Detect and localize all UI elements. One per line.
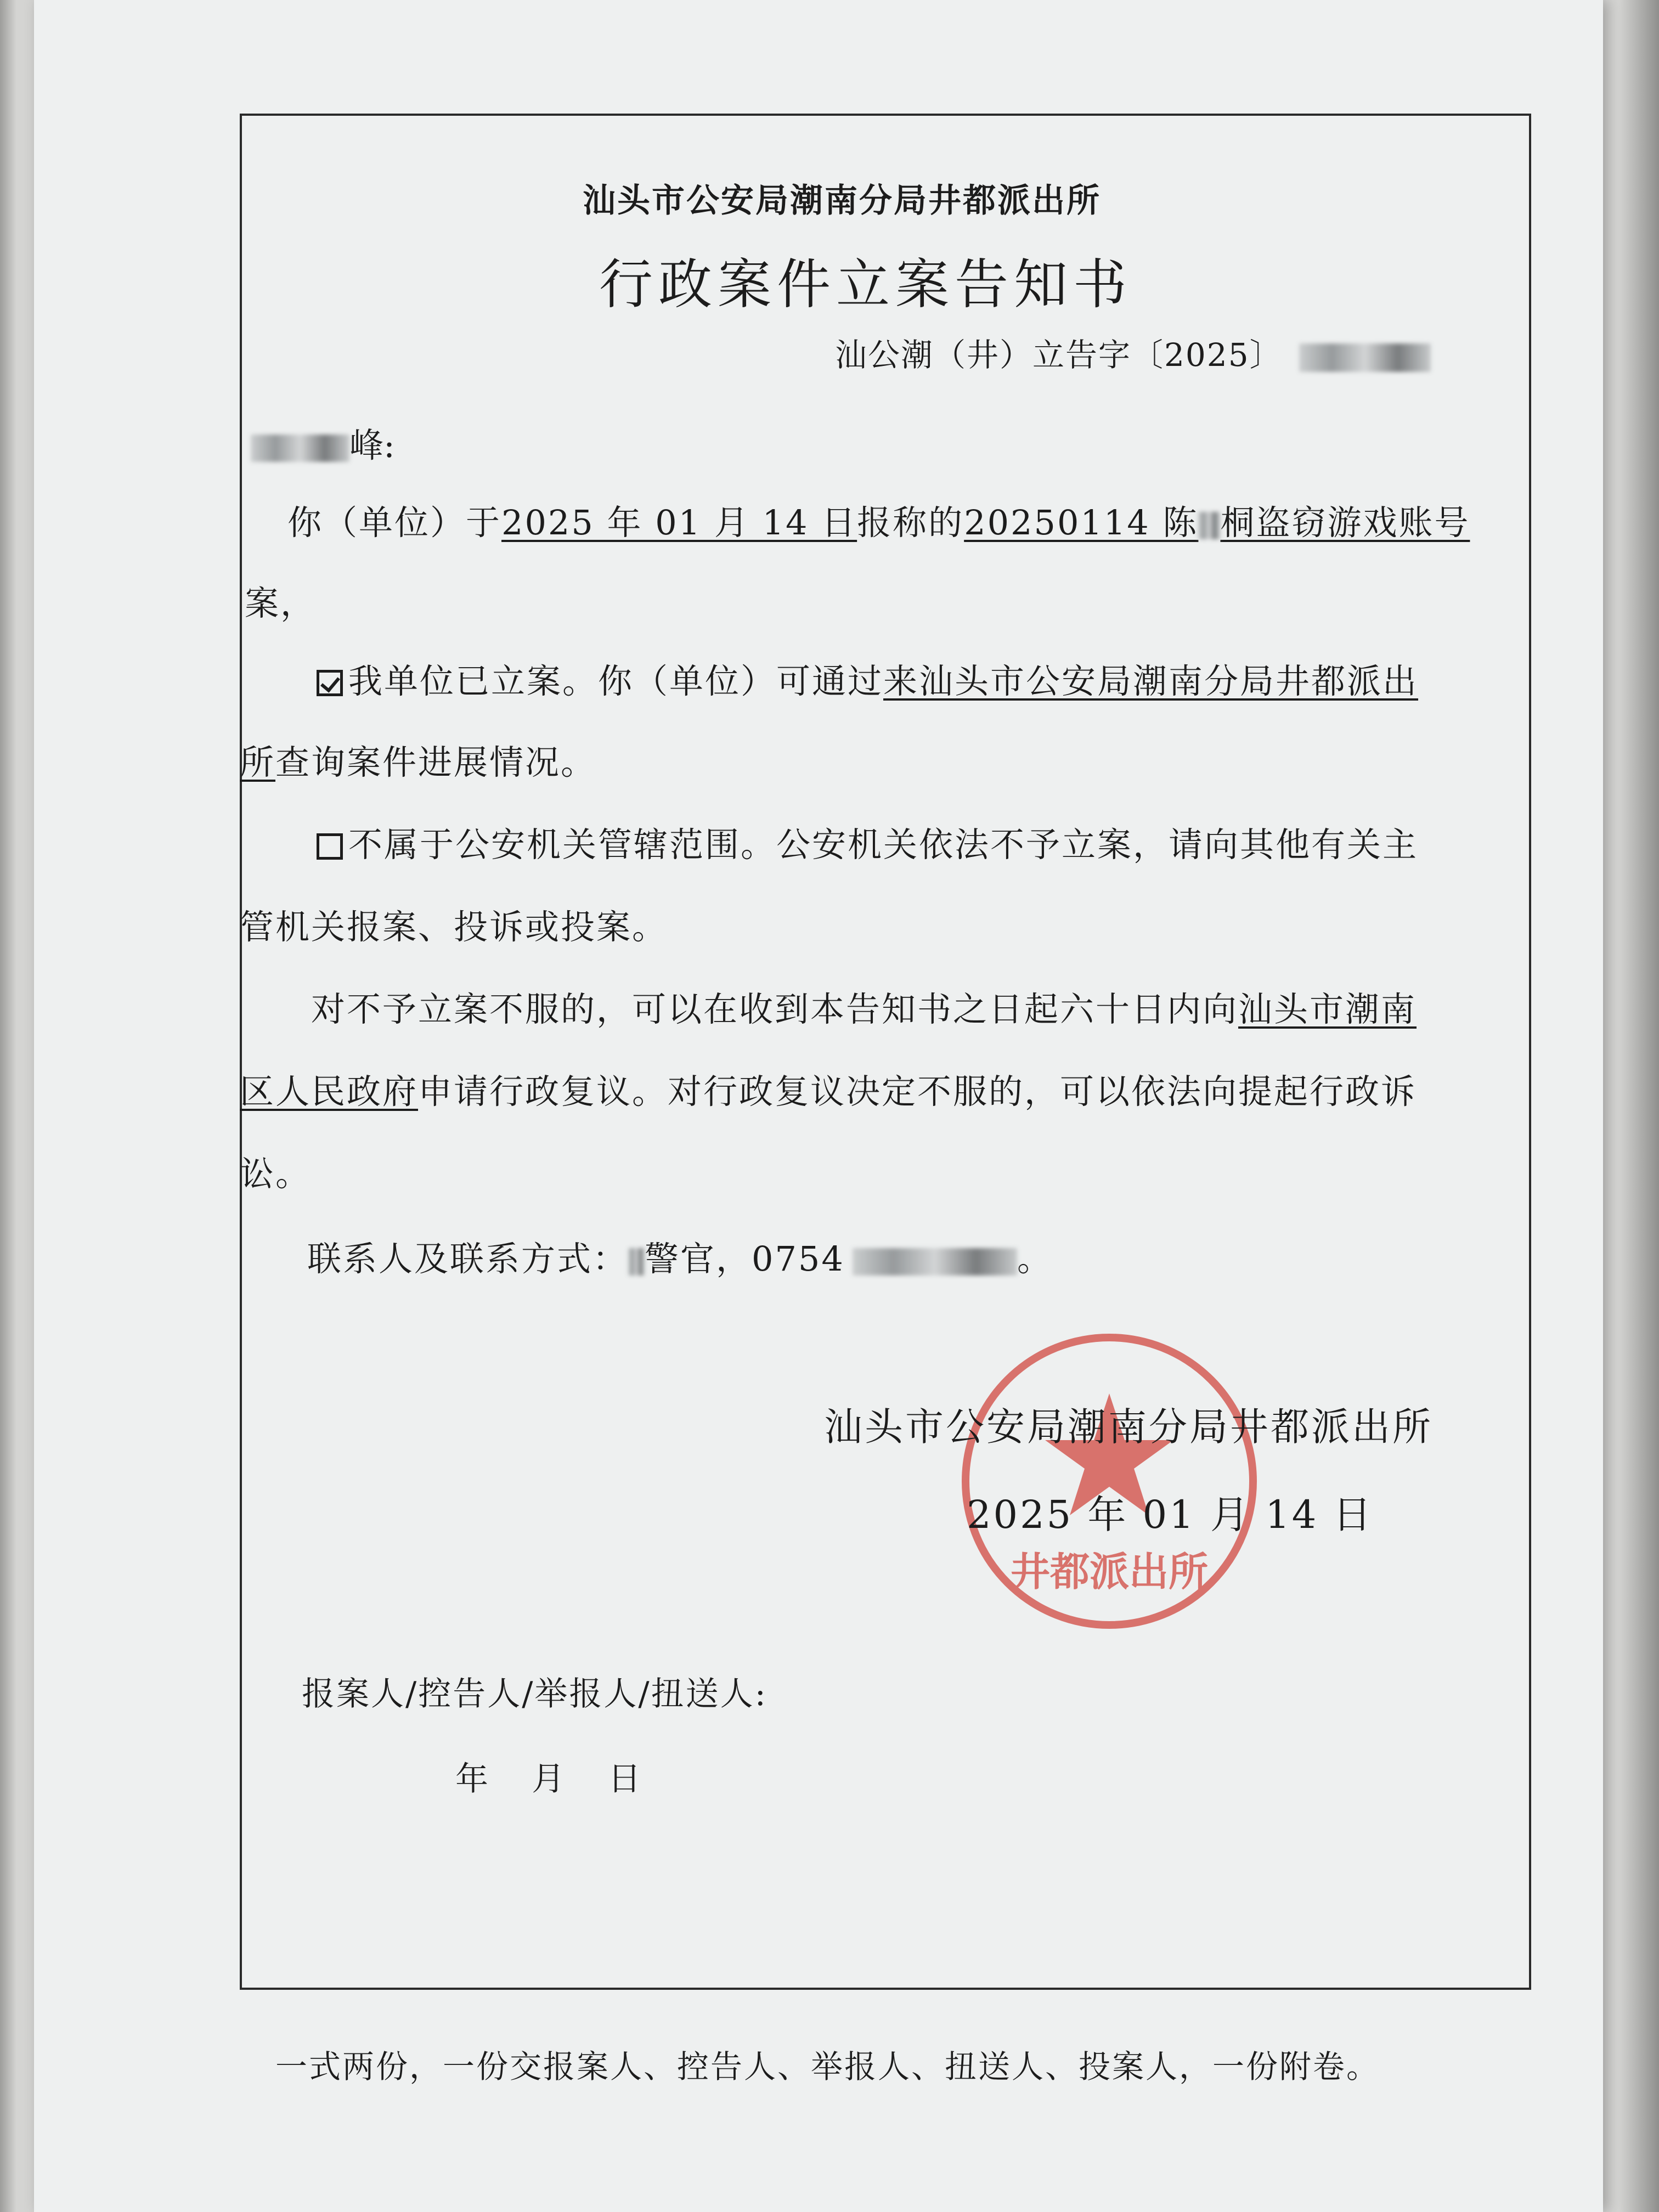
empty-box-icon bbox=[317, 833, 343, 860]
reporter-label: 报案人/控告人/举报人/扭送人: bbox=[302, 1675, 768, 1713]
contact-end: 。 bbox=[1017, 1239, 1053, 1279]
report-date: 2025 年 01 月 14 日 bbox=[501, 503, 857, 543]
review-authority-end: 区人民政府 bbox=[240, 1071, 419, 1111]
report-paragraph-line2: 案， bbox=[245, 583, 317, 623]
redacted-char bbox=[1198, 512, 1220, 539]
redacted-name bbox=[251, 435, 349, 462]
document-number bbox=[835, 329, 1431, 375]
option-filed-line1 bbox=[317, 654, 1418, 703]
signing-date: 2025 年 01 月 14 日 bbox=[967, 1492, 1374, 1537]
document-page bbox=[34, 0, 1603, 2212]
footer-note: 一式两份，一份交报案人、控告人、举报人、扭送人、投案人，一份附卷。 bbox=[275, 2048, 1380, 2085]
case-name-part-b: 桐盗窃游戏账号 bbox=[1220, 503, 1470, 543]
appeal-line2 bbox=[240, 1064, 1417, 1113]
option-not-filed-line1 bbox=[317, 817, 1418, 866]
redacted-surname bbox=[628, 1248, 645, 1276]
option-not-filed-text: 不属于公安机关管辖范围。公安机关依法不予立案，请向其他有关主 bbox=[348, 825, 1419, 865]
inquiry-channel-end: 所 bbox=[240, 742, 276, 782]
appeal-text-b: 申请行政复议。对行政复议决定不服的，可以依法向提起行政诉 bbox=[418, 1071, 1417, 1111]
seal-text: 井都派出所 bbox=[1010, 1549, 1209, 1595]
official-seal-icon bbox=[956, 1328, 1263, 1635]
document-title: 行政案件立案告知书 bbox=[599, 253, 1133, 316]
inquiry-channel: 来汕头市公安局潮南分局井都派出 bbox=[883, 661, 1419, 701]
para1-lead: 你（单位）于 bbox=[287, 503, 502, 543]
option-filed-text: 我单位已立案。你（单位）可通过 bbox=[348, 661, 884, 701]
appeal-text-a: 对不予立案不服的，可以在收到本告知书之日起六十日内向 bbox=[311, 989, 1239, 1029]
agency-header: 汕头市公安局潮南分局井都派出所 bbox=[583, 182, 1101, 220]
contact-label: 联系人及联系方式： bbox=[307, 1239, 629, 1279]
addressee bbox=[251, 418, 395, 467]
redacted-phone bbox=[853, 1248, 1017, 1276]
option-filed-tail: 查询案件进展情况。 bbox=[275, 742, 597, 782]
para1-mid: 报称的 bbox=[857, 503, 964, 543]
redacted-number bbox=[1299, 343, 1431, 372]
appeal-line1 bbox=[311, 982, 1417, 1031]
contact-line bbox=[307, 1232, 1053, 1280]
contact-officer: 警官，0754 bbox=[645, 1239, 845, 1279]
report-paragraph-line1 bbox=[287, 495, 1470, 544]
option-not-filed-line2: 管机关报案、投诉或投案。 bbox=[240, 907, 668, 947]
case-name bbox=[964, 503, 1470, 543]
appeal-line3: 讼。 bbox=[240, 1154, 312, 1194]
addressee-suffix: 峰: bbox=[349, 425, 395, 465]
case-name-part-a: 20250114 陈 bbox=[964, 503, 1199, 543]
option-filed-line2 bbox=[240, 735, 596, 784]
reporter-date-blank: 年 月 日 bbox=[455, 1760, 641, 1798]
document-number-text: 汕公潮（井）立告字〔2025〕 bbox=[835, 336, 1283, 374]
signing-agency: 汕头市公安局潮南分局井都派出所 bbox=[824, 1404, 1433, 1449]
review-authority: 汕头市潮南 bbox=[1238, 989, 1417, 1029]
checked-box-icon bbox=[317, 670, 343, 696]
